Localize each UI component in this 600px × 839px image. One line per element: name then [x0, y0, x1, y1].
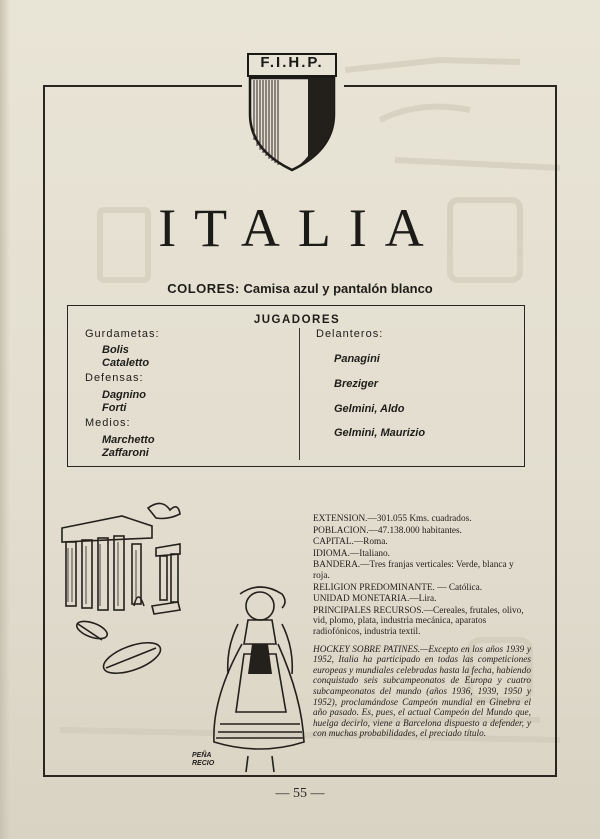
fact-population: POBLACION.—47.138.000 habitantes. — [313, 525, 462, 536]
frame-left — [43, 85, 45, 777]
fact-capital: CAPITAL.—Roma. — [313, 537, 388, 548]
fact-flag: BANDERA.—Tres franjas verticales: Verde, blanca y roja. — [313, 560, 514, 581]
colors-value: Camisa azul y pantalón blanco — [243, 281, 433, 296]
frame-top-left — [44, 85, 242, 87]
fact-resources: PRINCIPALES RECURSOS.—Cereales, frutales, olivo, vid, plomo, plata, industria mecánica, aparatos radiofónicos, industria textil. — [313, 605, 524, 637]
player-name: Gelmini, Aldo — [334, 403, 405, 415]
frame-top-right — [344, 85, 557, 87]
illustration-signature: PEÑA RECIO — [192, 752, 215, 767]
fact-language: IDIOMA.—Italiano. — [313, 548, 390, 559]
player-name: Dagnino — [102, 389, 146, 401]
player-name: Zaffaroni — [102, 447, 149, 459]
player-name: Bolis — [102, 344, 129, 356]
player-name: Panagini — [334, 353, 380, 365]
shield-icon — [246, 52, 338, 172]
federation-shield — [246, 52, 338, 172]
player-name: Breziger — [334, 378, 379, 390]
player-name: Gelmini, Maurizio — [334, 427, 426, 439]
team-colors — [0, 281, 600, 296]
player-name: Forti — [102, 402, 127, 414]
fact-extension: EXTENSION.—301.055 Kms. cuadrados. — [313, 514, 472, 524]
italy-illustration — [52, 498, 312, 778]
player-name: Cataletto — [102, 357, 150, 369]
fact-religion: RELIGION PREDOMINANTE. — Católica. — [313, 582, 483, 593]
roman-ruins-drawing — [52, 498, 312, 778]
hockey-history: HOCKEY SOBRE PATINES.—Excepto en los años 1939 y 1952, Italia ha participado en todas las competiciones europeas y mundiales celebradas hasta la fecha, habiendo conquistado seis subcampeonatos de Europa y cuatro subcampeonatos del mundo (años 1936, 1939, 1950 y 1952), proclamándose Campeón mundial en Ginebra el año pasado. Es, pues, el actual Campeón del Mundo que, huelga decirlo, viene a Barcelona dispuesto a defender, y con muchas probabilidades, el preciado título. — [313, 644, 531, 740]
colors-label: COLORES: — [167, 281, 240, 296]
column-divider — [299, 328, 300, 460]
country-title: ITALIA — [158, 198, 442, 258]
position-forwards: Delanteros: — [316, 328, 384, 340]
federation-label: F.I.H.P. — [260, 54, 324, 71]
fact-currency: UNIDAD MONETARIA.—Lira. — [313, 594, 437, 605]
frame-right — [555, 85, 557, 777]
player-name: Marchetto — [102, 434, 155, 446]
players-box — [67, 305, 525, 467]
position-midfielders: Medios: — [85, 417, 131, 429]
position-goalkeepers: Gurdametas: — [85, 328, 160, 340]
position-defenders: Defensas: — [85, 372, 144, 384]
page-number: — 55 — — [275, 786, 325, 801]
country-facts — [313, 514, 531, 740]
players-heading: JUGADORES — [253, 314, 341, 326]
